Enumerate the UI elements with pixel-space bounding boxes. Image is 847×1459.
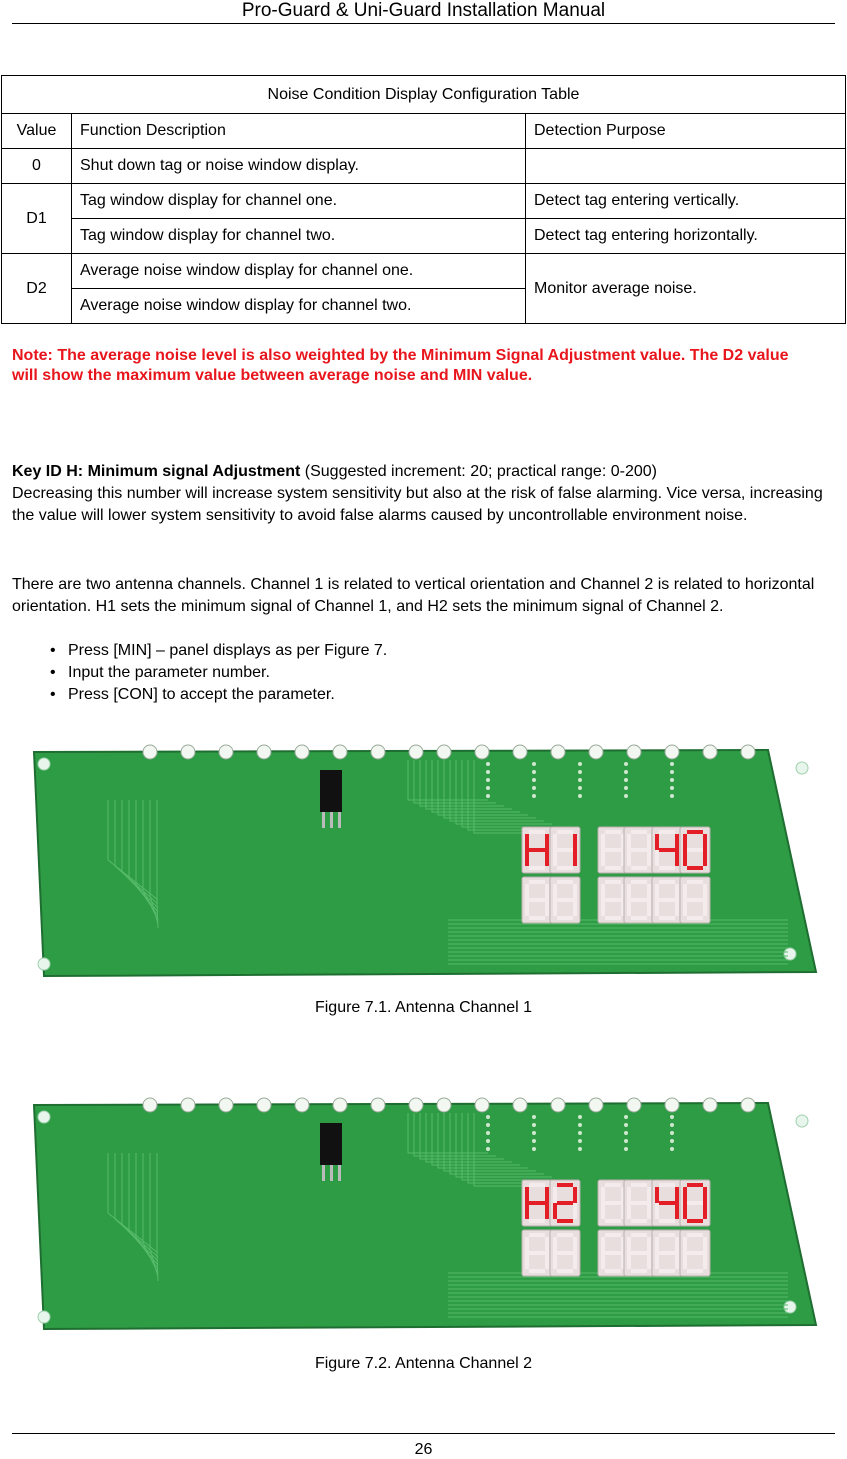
- bullet-icon: •: [50, 664, 56, 681]
- header-rule: [12, 23, 835, 24]
- table-title: Noise Condition Display Configuration Table: [2, 76, 846, 114]
- bullet-icon: •: [50, 642, 56, 659]
- key-id-h-body: Decreasing this number will increase system sensitivity but also at the risk of false alarming. Vice versa, increasing the value will lower system sensitivity to avoid false alarms caused by uncontrollable environment noise.: [12, 485, 823, 524]
- footer-rule: [12, 1433, 835, 1434]
- key-id-h-paragraph: [12, 461, 827, 527]
- table-row: [2, 149, 846, 184]
- table-row: [2, 184, 846, 219]
- cell-value: D2: [2, 254, 72, 324]
- pcb-board-icon: [28, 740, 820, 988]
- step-text: Input the parameter number.: [68, 664, 270, 681]
- list-item: [50, 662, 387, 684]
- table-row: [2, 254, 846, 289]
- warning-note: Note: The average noise level is also weighted by the Minimum Signal Adjustment value. The D2 value will show the maximum value between average noise and MIN value.: [12, 347, 789, 384]
- cell-value: D1: [2, 184, 72, 254]
- noise-config-table: [1, 75, 846, 324]
- bullet-icon: •: [50, 686, 56, 703]
- page-header: [0, 0, 847, 24]
- page-number: 26: [414, 1441, 433, 1458]
- cell-function: Tag window display for channel one.: [72, 184, 526, 219]
- pcb-board-image-channel-1: [28, 740, 820, 988]
- cell-value: 0: [2, 149, 72, 184]
- pcb-board-icon: [28, 1093, 820, 1341]
- cell-function: Tag window display for channel two.: [72, 219, 526, 254]
- header-value: Value: [2, 114, 72, 149]
- header-function: Function Description: [72, 114, 526, 149]
- step-text: Press [CON] to accept the parameter.: [68, 686, 335, 703]
- cell-purpose: Monitor average noise.: [526, 254, 846, 324]
- step-list: [50, 640, 387, 706]
- cell-function: Average noise window display for channel one.: [72, 254, 526, 289]
- cell-function: Shut down tag or noise window display.: [72, 149, 526, 184]
- cell-purpose: [526, 149, 846, 184]
- list-item: [50, 684, 387, 706]
- cell-purpose: Detect tag entering horizontally.: [526, 219, 846, 254]
- key-id-h-label: Key ID H: Minimum signal Adjustment: [12, 463, 301, 480]
- header-purpose: Detection Purpose: [526, 114, 846, 149]
- step-text: Press [MIN] – panel displays as per Figure 7.: [68, 642, 388, 659]
- table-row: [2, 219, 846, 254]
- table-title-row: [2, 76, 846, 114]
- cell-purpose: Detect tag entering vertically.: [526, 184, 846, 219]
- channels-paragraph: There are two antenna channels. Channel 1 is related to vertical orientation and Channel 2 is related to horizontal orientation. H1 sets the minimum signal of Channel 1, and H2 sets the minimum signal of Channel 2.: [12, 576, 815, 615]
- table-header-row: [2, 114, 846, 149]
- key-id-h-range: (Suggested increment: 20; practical range: 0-200): [300, 463, 657, 480]
- cell-function: Average noise window display for channel two.: [72, 289, 526, 324]
- manual-title: Pro-Guard & Uni-Guard Installation Manual: [241, 0, 606, 21]
- figure-caption-1: Figure 7.1. Antenna Channel 1: [314, 999, 533, 1016]
- pcb-board-image-channel-2: [28, 1093, 820, 1341]
- list-item: [50, 640, 387, 662]
- figure-caption-2: Figure 7.2. Antenna Channel 2: [314, 1355, 533, 1372]
